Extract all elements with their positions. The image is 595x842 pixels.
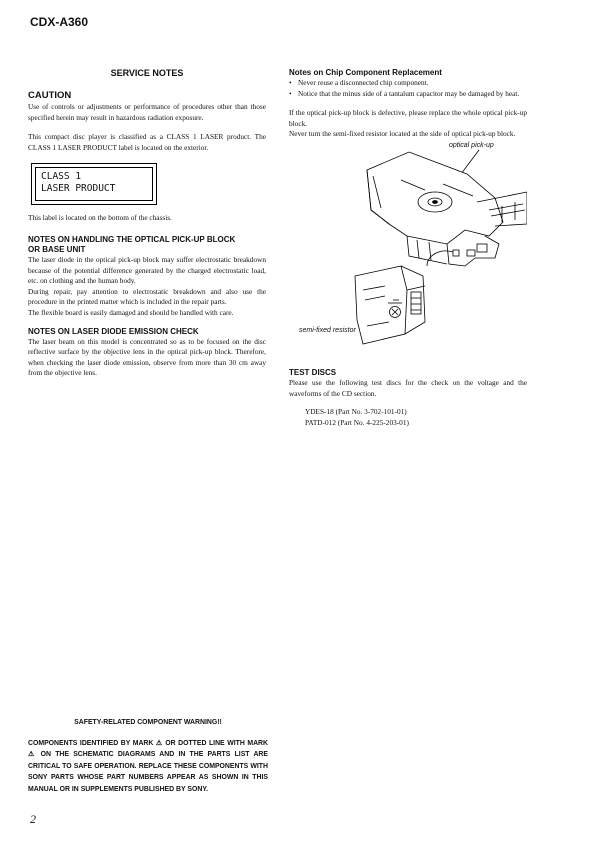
test-discs-text: Please use the following test discs for the check on the voltage and the waveforms of the CD section. <box>289 377 527 398</box>
classification-text: This compact disc player is classified as a CLASS 1 LASER product. The CLASS 1 LASER PRODUCT label is located on the exterior. <box>28 132 266 152</box>
handling-p3: The flexible board is easily damaged and should be handled with care. <box>28 307 234 317</box>
list-item: • Never reuse a disconnected chip component. <box>289 78 527 89</box>
test-disc-parts <box>305 407 527 428</box>
optical-pickup-label: optical pick-up <box>449 141 494 149</box>
warning-title: SAFETY-RELATED COMPONENT WARNING!! <box>74 719 222 726</box>
semi-fixed-resistor-label: semi-fixed resistor <box>299 326 356 334</box>
page-number: 2 <box>30 812 36 826</box>
test-discs-heading: TEST DISCS <box>289 367 337 377</box>
caution-heading: CAUTION <box>28 90 72 101</box>
pickup-replace-text: If the optical pick-up block is defective, please replace the whole optical pick-up block. <box>289 108 527 128</box>
handling-p1: The laser diode in the optical pick-up block may suffer electrostatic breakdown because of the potential difference generated by the charged electrostatic load, etc. on clothing and the human body. <box>28 254 266 286</box>
left-column <box>28 68 266 379</box>
chip-heading: Notes on Chip Component Replacement <box>289 68 442 77</box>
handling-heading-1: NOTES ON HANDLING THE OPTICAL PICK-UP BLOCK <box>28 234 236 244</box>
right-column <box>289 68 527 428</box>
pickup-resistor-text: Never turn the semi-fixed resistor located at the side of optical pick-up block. <box>289 129 516 139</box>
caution-text: Use of controls or adjustments or performance of procedures other than those specified herein may result in hazardous radiation exposure. <box>28 102 266 122</box>
list-item: YDES-18 (Part No. 3-702-101-01) <box>305 407 407 417</box>
pickup-figure <box>289 140 527 368</box>
emission-heading: NOTES ON LASER DIODE EMISSION CHECK <box>28 326 199 336</box>
warning-body: COMPONENTS IDENTIFIED BY MARK ⚠ OR DOTTED LINE WITH MARK ⚠ ON THE SCHEMATIC DIAGRAMS AND IN THE PARTS LIST ARE CRITICAL TO SAFE OPERATION. REPLACE THESE COMPONENTS WITH SONY PARTS WHOSE PART NUMBERS APPEAR AS SHOWN IN THIS MANUAL OR IN SUPPLEMENTS PUBLISHED BY SONY. <box>28 739 268 793</box>
label-line-1: CLASS 1 <box>41 171 82 183</box>
list-item: PATD-012 (Part No. 4-225-203-01) <box>305 417 409 427</box>
service-notes-title: SERVICE NOTES <box>110 68 184 78</box>
emission-text: The laser beam on this model is concentrated so as to be focused on the disc reflective surface by the objective lens in the optical pick-up block. Therefore, when checking the laser diode emission, observe from more than 30 cm away from the objective lens. <box>28 336 266 378</box>
handling-heading-2: OR BASE UNIT <box>28 244 86 254</box>
label-location-text: This label is located on the bottom of the chassis. <box>28 213 172 223</box>
chip-notes-list <box>289 78 527 99</box>
label-line-2: LASER PRODUCT <box>41 183 116 195</box>
list-item: • Notice that the minus side of a tantalum capacitor may be damaged by heat. <box>289 89 527 100</box>
model-number: CDX-A360 <box>30 15 89 29</box>
handling-p2: During repair, pay attention to electrostatic breakdown and also use the procedure in the printed matter which is included in the repair parts. <box>28 286 266 307</box>
class1-laser-label <box>31 163 157 205</box>
optical-pickup-drawing <box>289 140 527 368</box>
safety-warning <box>28 717 268 796</box>
